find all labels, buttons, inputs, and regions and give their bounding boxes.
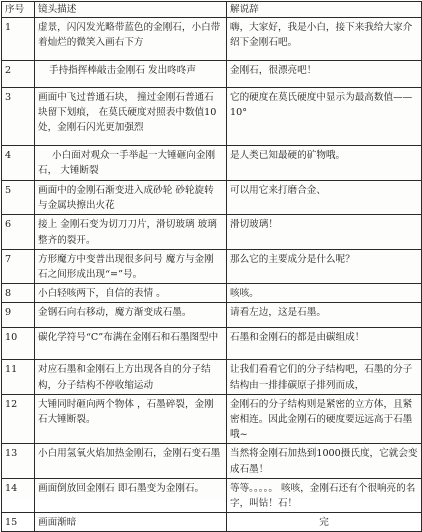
- narration: 金刚石的分子结构则是紧密的立方体，且紧密相连。因此金刚石的硬度要远远高于石墨哦~: [227, 394, 422, 444]
- table-header-row: [2, 2, 422, 18]
- row-number: 15: [2, 513, 35, 532]
- table-row: [2, 394, 422, 444]
- scene-description: 画面中飞过普通石块， 撞过金刚石普通石块留下划痕， 在莫氏硬度对照表中数值10处，金刚石闪光更加强烈: [35, 88, 227, 146]
- scene-description: 手持指挥棒敲击金刚石 发出咚咚声: [35, 61, 227, 88]
- narration: 那么它的主要成分是什么呢？: [227, 249, 422, 283]
- row-number: 6: [2, 215, 35, 249]
- narration: 金刚石，很漂亮吧！: [227, 61, 422, 88]
- scene-description: 碳化学符号“C”布满在金刚石和石墨图型中: [35, 328, 227, 360]
- table-row: [2, 146, 422, 181]
- table-row: [2, 360, 422, 394]
- row-number: 13: [2, 444, 35, 478]
- narration: 完: [227, 513, 422, 532]
- table-row: [2, 215, 422, 249]
- scene-description: 对应石墨和金刚石上方出现各自的分子结构，分子结构不停收缩运动: [35, 360, 227, 394]
- narration: 等等。。。。。 咳咳，金刚石还有个很响亮的名字，叫钻！石！: [227, 478, 422, 512]
- scene-description: 画面中的金刚石渐变进入成砂轮 砂轮旋转与金属块擦出火花: [35, 181, 227, 215]
- narration: 是人类已知最硬的矿物哦。: [227, 146, 422, 181]
- row-number: 14: [2, 478, 35, 512]
- scene-description: 虚景，闪闪发光略带蓝色的金刚石，小白带着灿烂的微笑入画右下方: [35, 18, 227, 61]
- table-row: [2, 513, 422, 532]
- header-number: 序号: [2, 2, 35, 18]
- table-row: [2, 284, 422, 303]
- table-row: [2, 249, 422, 283]
- scene-description: 金钢石向右移动，魔方渐变成石墨。: [35, 303, 227, 328]
- table-row: [2, 88, 422, 146]
- row-number: 5: [2, 181, 35, 215]
- narration: 嗨，大家好，我是小白，接下来我给大家介绍下金刚石吧。: [227, 18, 422, 61]
- table-row: [2, 18, 422, 61]
- scene-description: 小白面对观众一手举起一大锤砸向金刚石， 大锤断裂: [35, 146, 227, 181]
- scene-description: 小白轻咳两下，自信的表情 。: [35, 284, 227, 303]
- narration: 请看左边，这是石墨。: [227, 303, 422, 328]
- row-number: 7: [2, 249, 35, 283]
- narration: 让我们看看它们的分子结构吧，石墨的分子结构由一排排碳原子排列而成，: [227, 360, 422, 394]
- row-number: 2: [2, 61, 35, 88]
- storyboard-table: [1, 1, 422, 532]
- narration: 石墨和金刚石的都是由碳组成！: [227, 328, 422, 360]
- narration: 咳咳。: [227, 284, 422, 303]
- narration: 它的硬度在莫氏硬度中显示为最高数值——10°: [227, 88, 422, 146]
- scene-description: 画面渐暗: [35, 513, 227, 532]
- table-row: [2, 328, 422, 360]
- table-row: [2, 444, 422, 478]
- table-row: [2, 181, 422, 215]
- row-number: 9: [2, 303, 35, 328]
- table-row: [2, 478, 422, 512]
- narration: 可以用它来打磨合金、: [227, 181, 422, 215]
- scene-description: 接上 金刚石变为切刀刀片，滑切玻璃 玻璃整齐的裂开。: [35, 215, 227, 249]
- header-narration: 解说辞: [227, 2, 422, 18]
- table-row: [2, 303, 422, 328]
- header-scene-description: 镜头描述: [35, 2, 227, 18]
- row-number: 1: [2, 18, 35, 61]
- scene-description: 大锤同时砸向两个物体 ，石墨碎裂，金刚石大锤断裂。: [35, 394, 227, 444]
- row-number: 11: [2, 360, 35, 394]
- scene-description: 方形魔方中变普出现很多问号 魔方与金刚石之间形成出现“=”号。: [35, 249, 227, 283]
- row-number: 3: [2, 88, 35, 146]
- row-number: 4: [2, 146, 35, 181]
- row-number: 10: [2, 328, 35, 360]
- narration: 当然将金刚石加热到1000摄氏度，它就会变成石墨！: [227, 444, 422, 478]
- row-number: 12: [2, 394, 35, 444]
- row-number: 8: [2, 284, 35, 303]
- narration: 滑切玻璃！: [227, 215, 422, 249]
- scene-description: 小白用氢氧火焰加热金刚石，金刚石变石墨: [35, 444, 227, 478]
- scene-description: 画面倒放回金刚石 即石墨变为金刚石。: [35, 478, 227, 512]
- table-row: [2, 61, 422, 88]
